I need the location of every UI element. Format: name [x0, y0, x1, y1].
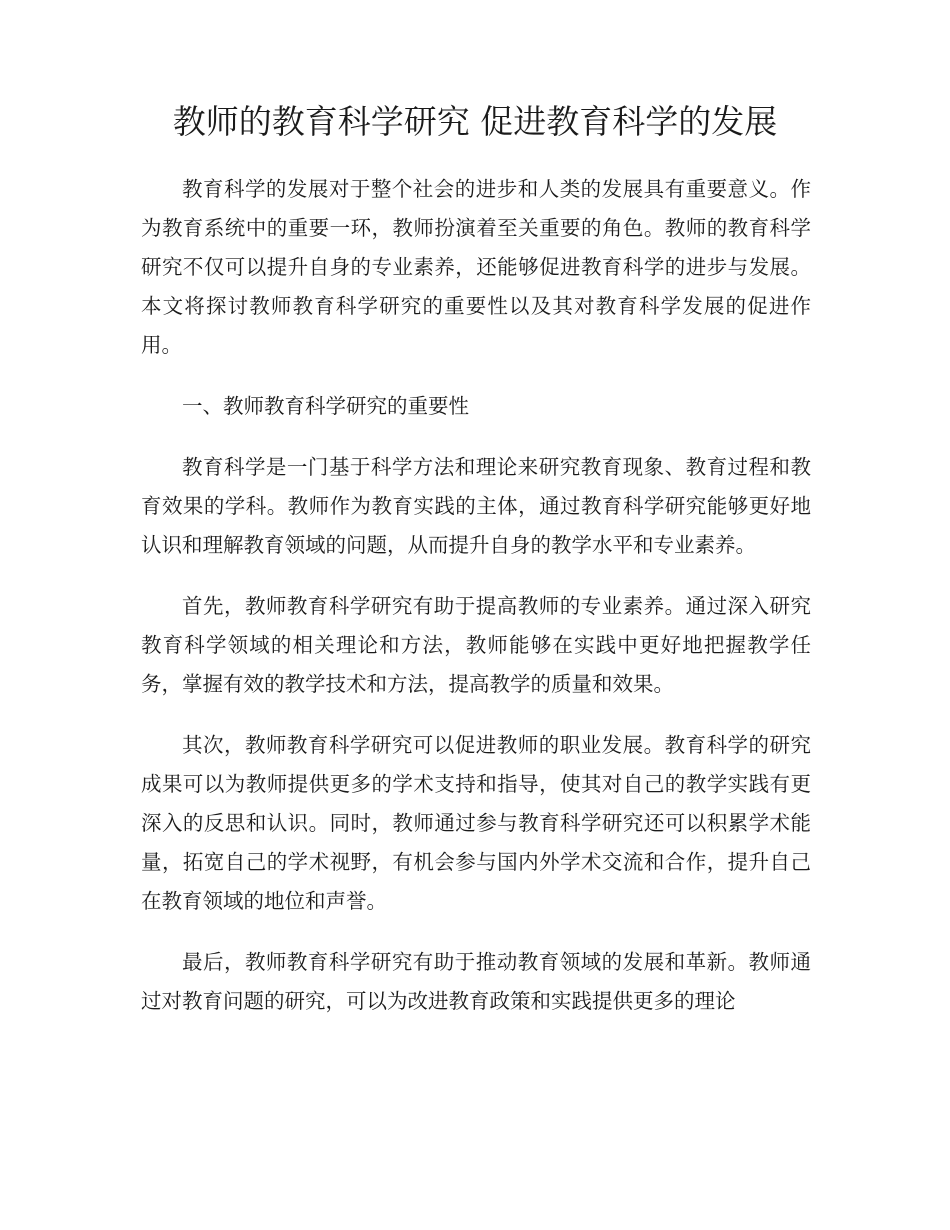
document-body	[141, 170, 811, 1043]
paragraph-second: 其次，教师教育科学研究可以促进教师的职业发展。教育科学的研究成果可以为教师提供更多的学术支持和指导，使其对自己的教学实践有更深入的反思和认识。同时，教师通过参与教育科学研究还可以积累学术能量，拓宽自己的学术视野，有机会参与国内外学术交流和合作，提升自己在教育领域的地位和声誉。	[141, 733, 811, 913]
paragraph-intro: 教育科学的发展对于整个社会的进步和人类的发展具有重要意义。作为教育系统中的重要一环，教师扮演着至关重要的角色。教师的教育科学研究不仅可以提升自身的专业素养，还能够促进教育科学的进步与发展。本文将探讨教师教育科学研究的重要性以及其对教育科学发展的促进作用。	[141, 177, 811, 357]
section-heading: 一、教师教育科学研究的重要性	[182, 394, 469, 418]
paragraph-last: 最后，教师教育科学研究有助于推动教育领域的发展和革新。教师通过对教育问题的研究，可以为改进教育政策和实践提供更多的理论	[141, 950, 811, 1013]
document-title: 教师的教育科学研究 促进教育科学的发展	[172, 102, 778, 141]
paragraph-definition: 教育科学是一门基于科学方法和理论来研究教育现象、教育过程和教育效果的学科。教师作为教育实践的主体，通过教育科学研究能够更好地认识和理解教育领域的问题，从而提升自身的教学水平和专业素养。	[141, 455, 811, 557]
paragraph-first: 首先，教师教育科学研究有助于提高教师的专业素养。通过深入研究教育科学领域的相关理论和方法，教师能够在实践中更好地把握教学任务，掌握有效的教学技术和方法，提高教学的质量和效果。	[141, 594, 811, 696]
